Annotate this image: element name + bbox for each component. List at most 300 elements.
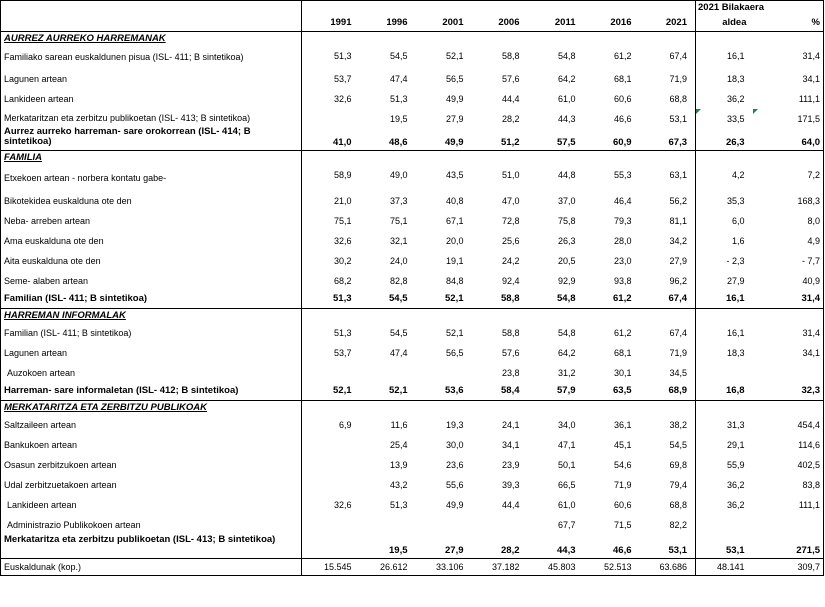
row-value <box>416 363 472 383</box>
section-spacer <box>416 151 472 165</box>
section-spacer <box>584 309 640 323</box>
row-value: 66,5 <box>557 479 576 490</box>
row-value: 28,2 <box>501 113 520 124</box>
table-row <box>1 343 824 363</box>
header-year: 2006 <box>472 1 528 32</box>
section-spacer <box>302 151 360 165</box>
row-value: 31,3 <box>696 415 753 435</box>
row-value: 68,1 <box>613 347 632 358</box>
row-value: 67,7 <box>557 519 576 530</box>
row-value: 71,5 <box>613 519 632 530</box>
row-value: 30,2 <box>333 255 352 266</box>
table-row <box>1 415 824 435</box>
table-row <box>1 165 824 191</box>
section-spacer <box>528 401 584 415</box>
row-value: 50,1 <box>557 459 576 470</box>
row-value: 53,7 <box>333 73 352 84</box>
row-value: 34,0 <box>557 419 576 430</box>
row-value: 24,2 <box>501 255 520 266</box>
section-spacer <box>416 32 472 46</box>
row-value: 54,8 <box>557 50 576 61</box>
table-row <box>1 211 824 231</box>
row-label: Auzokoen artean <box>1 363 302 383</box>
row-value: 18,3 <box>696 343 753 363</box>
row-value: 34,1 <box>753 69 824 89</box>
row-value: 60,9 <box>613 137 632 148</box>
row-value: 64,0 <box>753 127 824 151</box>
row-value: 54,8 <box>557 327 576 338</box>
row-value: 24,0 <box>389 255 408 266</box>
row-value: 52.513 <box>584 559 640 576</box>
row-value: 25,4 <box>389 439 408 450</box>
row-value: 33.106 <box>416 559 472 576</box>
section-spacer <box>584 151 640 165</box>
section-header-row <box>1 151 824 165</box>
header-year: 2001 <box>416 1 472 32</box>
row-value: 18,3 <box>696 69 753 89</box>
row-label: Merkataritzan eta zerbitzu publikoetan (ISL- 413; B sintetikoa) <box>1 109 302 127</box>
row-value: 28,0 <box>613 235 632 246</box>
row-value: 31,4 <box>753 46 824 69</box>
row-value: 19,5 <box>389 545 408 556</box>
row-value: 64,2 <box>557 347 576 358</box>
row-value: 58,8 <box>501 293 520 305</box>
row-value: 56,5 <box>445 347 464 358</box>
row-value <box>302 475 360 495</box>
row-value: 15.545 <box>302 559 360 576</box>
row-value <box>753 363 824 383</box>
row-value: 51,3 <box>333 50 352 61</box>
row-value: 402,5 <box>753 455 824 475</box>
row-value: 1,6 <box>696 231 753 251</box>
row-value: 67,4 <box>668 293 687 305</box>
row-value: 47,4 <box>389 73 408 84</box>
row-value: 56,5 <box>445 73 464 84</box>
section-spacer <box>640 309 696 323</box>
row-value: 19,5 <box>389 113 408 124</box>
section-spacer <box>472 32 528 46</box>
row-value: 67,3 <box>668 137 687 148</box>
table-row <box>1 69 824 89</box>
row-label: Merkataritza eta zerbitzu publikoetan (ISL- 413; B sintetikoa) <box>1 535 302 559</box>
row-value: 111,1 <box>753 495 824 515</box>
table-row <box>1 191 824 211</box>
row-value: 27,9 <box>696 271 753 291</box>
row-label: Neba- arreben artean <box>1 211 302 231</box>
section-spacer <box>640 401 696 415</box>
row-value: 52,1 <box>445 50 464 61</box>
row-value: 32,6 <box>333 93 352 104</box>
section-header-row <box>1 401 824 415</box>
row-value: 54,8 <box>557 293 576 305</box>
row-value: 43,5 <box>445 169 464 180</box>
row-value: 454,4 <box>753 415 824 435</box>
row-value: 68,8 <box>669 499 687 510</box>
table-row <box>1 515 824 535</box>
row-value: 60,6 <box>613 499 632 510</box>
row-value: 48,6 <box>389 137 408 148</box>
row-value: 30,1 <box>613 367 632 378</box>
row-value: 19,1 <box>445 255 464 266</box>
row-value: 47,0 <box>501 195 520 206</box>
row-value: 55,9 <box>696 455 753 475</box>
row-value: 4,2 <box>696 165 753 191</box>
row-value: 52,1 <box>333 385 352 397</box>
row-value: 37,3 <box>389 195 408 206</box>
row-value: 34,1 <box>753 343 824 363</box>
row-value <box>360 363 416 383</box>
row-label: Aita euskalduna ote den <box>1 251 302 271</box>
section-header-row <box>1 32 824 46</box>
table-row <box>1 455 824 475</box>
row-value: 45.803 <box>528 559 584 576</box>
row-value: 68,8 <box>669 93 687 104</box>
section-spacer <box>753 151 824 165</box>
row-value: 58,8 <box>501 50 520 61</box>
row-value: 26.612 <box>360 559 416 576</box>
row-value: 168,3 <box>753 191 824 211</box>
row-value: 54,5 <box>669 439 687 450</box>
section-spacer <box>584 401 640 415</box>
section-spacer <box>472 309 528 323</box>
section-spacer <box>528 309 584 323</box>
table-row <box>1 251 824 271</box>
row-value <box>302 455 360 475</box>
row-value <box>696 363 753 383</box>
table-row <box>1 46 824 69</box>
row-value: 45,1 <box>613 439 632 450</box>
row-value: 36,1 <box>613 419 632 430</box>
row-label: Bikotekidea euskalduna ote den <box>1 191 302 211</box>
row-value: 53,6 <box>445 385 464 397</box>
row-value: 27,9 <box>445 545 464 556</box>
header-year: 2011 <box>528 1 584 32</box>
row-value: 58,4 <box>501 385 520 397</box>
row-value: 31,4 <box>753 291 824 309</box>
total-row <box>1 127 824 151</box>
row-value: 23,6 <box>445 459 464 470</box>
row-label: Aurrez aurreko harreman- sare orokorrean (ISL- 414; B sintetikoa) <box>1 127 302 151</box>
row-value: 82,2 <box>669 519 687 530</box>
row-value: - 7,7 <box>753 251 824 271</box>
row-value: 44,8 <box>557 169 576 180</box>
header-blank <box>1 1 302 32</box>
row-value: 48.141 <box>696 559 753 576</box>
row-value: 72,8 <box>501 215 520 226</box>
section-spacer <box>360 401 416 415</box>
row-value: 57,6 <box>501 347 520 358</box>
row-value: 33,5 <box>696 109 753 127</box>
row-value: 46,4 <box>613 195 632 206</box>
row-value: 55,3 <box>613 169 632 180</box>
row-value: 83,8 <box>753 475 824 495</box>
table-row <box>1 89 824 109</box>
row-value: 51,3 <box>389 93 408 104</box>
row-value: 51,3 <box>333 293 352 305</box>
section-spacer <box>472 151 528 165</box>
row-label: Harreman- sare informaletan (ISL- 412; B sintetikoa) <box>1 383 302 401</box>
row-value: 71,9 <box>613 479 632 490</box>
row-value: 58,9 <box>333 169 352 180</box>
row-value: 44,3 <box>557 113 576 124</box>
row-value: 23,0 <box>613 255 632 266</box>
section-title: HARREMAN INFORMALAK <box>1 309 302 323</box>
row-value <box>302 535 360 559</box>
row-value: 92,4 <box>501 275 520 286</box>
row-value <box>416 515 472 535</box>
row-value: 39,3 <box>501 479 520 490</box>
row-value: 37.182 <box>472 559 528 576</box>
row-value: 53,1 <box>696 535 753 559</box>
row-value: 40,9 <box>753 271 824 291</box>
row-value: 67,4 <box>669 50 687 61</box>
row-value: - 2,3 <box>696 251 753 271</box>
row-value: 71,9 <box>669 73 687 84</box>
section-spacer <box>696 309 753 323</box>
row-value: 36,2 <box>696 475 753 495</box>
section-spacer <box>753 309 824 323</box>
header-change-abs-label: aldea <box>722 17 747 28</box>
table-row <box>1 363 824 383</box>
row-value: 44,4 <box>501 499 520 510</box>
header-year: 1991 <box>302 1 360 32</box>
header-change-pct-label: % <box>811 17 820 28</box>
section-spacer <box>360 151 416 165</box>
row-value: 31,2 <box>557 367 576 378</box>
row-value: 57,5 <box>557 137 576 148</box>
row-value: 61,0 <box>557 93 576 104</box>
row-value: 49,9 <box>445 137 464 148</box>
header-change-abs <box>696 1 765 32</box>
row-value: 61,0 <box>557 499 576 510</box>
row-value: 54,5 <box>389 50 408 61</box>
section-spacer <box>416 401 472 415</box>
row-value: 34,5 <box>669 367 687 378</box>
row-value: 82,8 <box>389 275 408 286</box>
row-value: 61,2 <box>613 50 632 61</box>
table-row <box>1 495 824 515</box>
row-value: 71,9 <box>669 347 687 358</box>
row-value: 35,3 <box>696 191 753 211</box>
row-value: 49,9 <box>445 93 464 104</box>
section-title: FAMILIA <box>1 151 302 165</box>
row-value: 36,2 <box>696 89 753 109</box>
row-label: Lagunen artean <box>1 343 302 363</box>
row-value: 7,2 <box>753 165 824 191</box>
row-value: 53,1 <box>669 113 687 124</box>
section-spacer <box>302 32 360 46</box>
row-value: 8,0 <box>753 211 824 231</box>
row-value: 19,3 <box>445 419 464 430</box>
row-value: 27,9 <box>445 113 464 124</box>
row-value: 79,3 <box>613 215 632 226</box>
row-value: 63,5 <box>613 385 632 397</box>
row-value <box>302 435 360 455</box>
row-value: 75,1 <box>333 215 352 226</box>
row-value: 13,9 <box>389 459 408 470</box>
row-label: Euskaldunak (kop.) <box>1 559 302 576</box>
section-spacer <box>753 32 824 46</box>
row-value: 52,1 <box>445 293 464 305</box>
row-value: 61,2 <box>613 327 632 338</box>
table-row <box>1 559 824 576</box>
row-value: 63.686 <box>640 559 696 576</box>
row-value: 69,8 <box>669 459 687 470</box>
total-row <box>1 383 824 401</box>
row-value: 57,9 <box>557 385 576 397</box>
row-value: 54,6 <box>613 459 632 470</box>
row-label: Familiako sarean euskaldunen pisua (ISL- 411; B sintetikoa) <box>1 46 302 69</box>
row-value: 32,6 <box>333 499 352 510</box>
row-value: 64,2 <box>557 73 576 84</box>
row-value: 75,8 <box>557 215 576 226</box>
row-value <box>302 363 360 383</box>
row-value: 84,8 <box>445 275 464 286</box>
row-label: Etxekoen artean - norbera kontatu gabe- <box>1 165 302 191</box>
table-row <box>1 231 824 251</box>
row-value: 51,2 <box>501 137 520 148</box>
section-spacer <box>302 401 360 415</box>
row-value: 56,2 <box>669 195 687 206</box>
section-spacer <box>696 151 753 165</box>
row-label: Saltzaileen artean <box>1 415 302 435</box>
row-value: 92,9 <box>557 275 576 286</box>
section-spacer <box>696 401 753 415</box>
row-value: 58,8 <box>501 327 520 338</box>
row-value: 34,1 <box>501 439 520 450</box>
row-value: 16,1 <box>696 291 753 309</box>
row-value: 16,1 <box>696 323 753 343</box>
row-value <box>753 515 824 535</box>
section-spacer <box>584 32 640 46</box>
row-value: 6,0 <box>696 211 753 231</box>
row-value: 29,1 <box>696 435 753 455</box>
row-value: 79,4 <box>669 479 687 490</box>
row-value: 21,0 <box>333 195 352 206</box>
row-value: 96,2 <box>669 275 687 286</box>
row-value: 171,5 <box>753 109 824 127</box>
row-value: 32,6 <box>333 235 352 246</box>
row-value: 54,5 <box>389 293 408 305</box>
row-value <box>360 515 416 535</box>
row-value: 38,2 <box>669 419 687 430</box>
row-value: 41,0 <box>333 137 352 148</box>
row-value: 61,2 <box>613 293 632 305</box>
row-value: 51,3 <box>333 327 352 338</box>
row-value: 309,7 <box>753 559 824 576</box>
row-value: 28,2 <box>501 545 520 556</box>
row-value: 32,1 <box>389 235 408 246</box>
section-spacer <box>696 32 753 46</box>
row-value: 23,9 <box>501 459 520 470</box>
row-label: Osasun zerbitzukoen artean <box>1 455 302 475</box>
row-value: 75,1 <box>389 215 408 226</box>
row-value: 47,1 <box>557 439 576 450</box>
row-value <box>302 515 360 535</box>
section-spacer <box>416 309 472 323</box>
row-value: 20,5 <box>557 255 576 266</box>
row-value: 6,9 <box>338 419 352 430</box>
row-value: 26,3 <box>557 235 576 246</box>
row-value: 57,6 <box>501 73 520 84</box>
row-value: 37,0 <box>557 195 576 206</box>
row-value: 53,1 <box>668 545 687 556</box>
row-value: 81,1 <box>669 215 687 226</box>
row-value: 49,9 <box>445 499 464 510</box>
row-value: 52,1 <box>389 385 408 397</box>
row-value: 111,1 <box>753 89 824 109</box>
row-value: 52,1 <box>445 327 464 338</box>
row-label: Udal zerbitzuetakoen artean <box>1 475 302 495</box>
section-spacer <box>528 151 584 165</box>
row-value: 51,3 <box>389 499 408 510</box>
row-value: 32,3 <box>753 383 824 401</box>
row-value: 55,6 <box>445 479 464 490</box>
table-row <box>1 323 824 343</box>
header-change-line1: 2021 Bilakaera <box>698 2 765 13</box>
section-header-row <box>1 309 824 323</box>
header-row <box>1 1 824 32</box>
row-value: 63,1 <box>669 169 687 180</box>
row-label: Ama euskalduna ote den <box>1 231 302 251</box>
section-spacer <box>640 151 696 165</box>
row-value: 11,6 <box>390 419 408 430</box>
row-value: 44,3 <box>557 545 576 556</box>
row-value: 46,6 <box>613 113 632 124</box>
header-year: 2021 <box>640 1 696 32</box>
row-value: 36,2 <box>696 495 753 515</box>
section-spacer <box>360 309 416 323</box>
row-value: 34,2 <box>669 235 687 246</box>
row-label: Seme- alaben artean <box>1 271 302 291</box>
row-label: Lagunen artean <box>1 69 302 89</box>
row-value: 30,0 <box>445 439 464 450</box>
row-label: Lankideen artean <box>1 495 302 515</box>
header-year: 2016 <box>584 1 640 32</box>
total-row <box>1 291 824 309</box>
row-value: 26,3 <box>696 127 753 151</box>
row-value: 67,4 <box>669 327 687 338</box>
section-spacer <box>302 309 360 323</box>
table-row <box>1 475 824 495</box>
row-value <box>472 515 528 535</box>
row-value: 51,0 <box>501 169 520 180</box>
row-value: 25,6 <box>501 235 520 246</box>
row-label: Administrazio Publikokoen artean <box>1 515 302 535</box>
row-value: 40,8 <box>445 195 464 206</box>
row-value: 46,6 <box>613 545 632 556</box>
row-value: 16,1 <box>696 46 753 69</box>
row-value: 54,5 <box>389 327 408 338</box>
row-value: 24,1 <box>501 419 520 430</box>
section-spacer <box>640 32 696 46</box>
row-value: 44,4 <box>501 93 520 104</box>
row-label: Familian (ISL- 411; B sintetikoa) <box>1 323 302 343</box>
section-title: MERKATARITZA ETA ZERBITZU PUBLIKOAK <box>1 401 302 415</box>
section-spacer <box>360 32 416 46</box>
row-value: 49,0 <box>389 169 408 180</box>
section-title: AURREZ AURREKO HARREMANAK <box>1 32 302 46</box>
row-value: 23,8 <box>501 367 520 378</box>
row-value: 271,5 <box>753 535 824 559</box>
table-row <box>1 109 824 127</box>
row-label: Bankukoen artean <box>1 435 302 455</box>
row-value: 47,4 <box>389 347 408 358</box>
table-row <box>1 271 824 291</box>
row-value: 68,9 <box>668 385 687 397</box>
row-value: 68,1 <box>613 73 632 84</box>
row-label: Lankideen artean <box>1 89 302 109</box>
